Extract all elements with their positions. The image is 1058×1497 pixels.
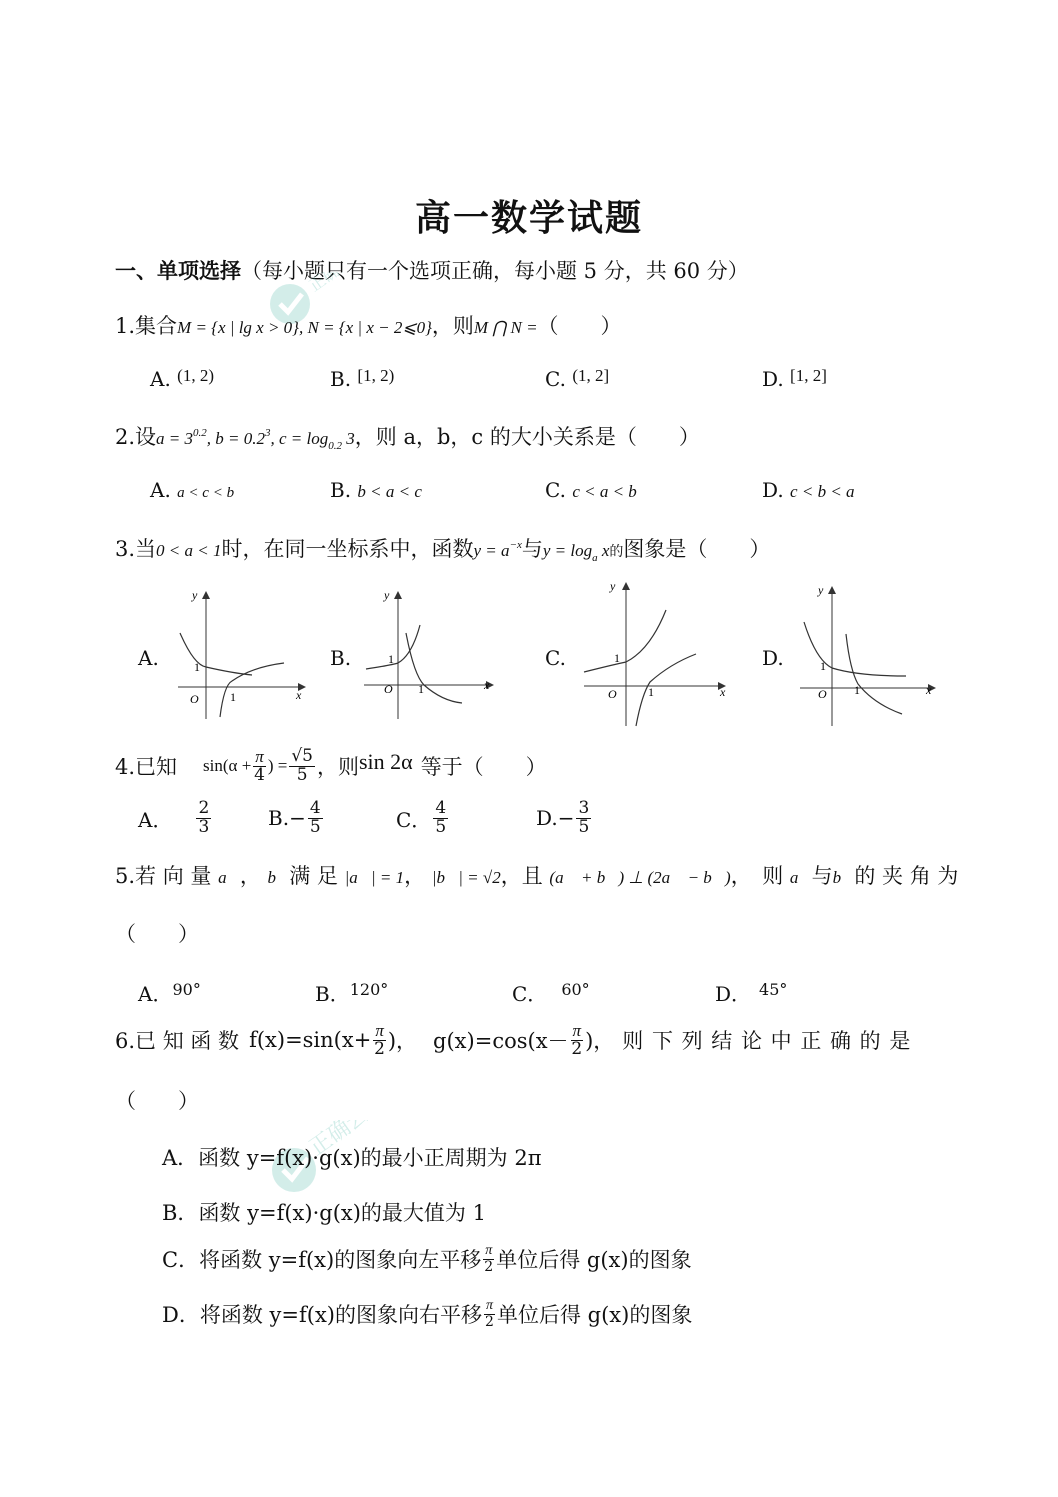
axis-one-x: 1 (648, 685, 654, 699)
q2-option-d[interactable] (762, 478, 855, 502)
axis-origin-label: O (608, 687, 617, 701)
option-value: a < c < b (177, 485, 235, 501)
q2-suffix: ，则 a，b，c 的大小关系是（ ） (354, 425, 700, 449)
q6-option-b[interactable] (162, 1197, 486, 1227)
option-sign: − (289, 806, 306, 831)
q4-four: 4 (254, 764, 265, 785)
axis-origin-label: O (818, 687, 827, 701)
question-3 (115, 533, 770, 564)
option-text-b: 单位后得 g(x)的图象 (497, 1303, 693, 1328)
question-1 (115, 310, 622, 340)
q3-de: 的 (609, 544, 624, 560)
q5-vec-a: a⃗ (218, 868, 240, 887)
option-sign: − (557, 806, 575, 831)
frac-pi: π (485, 1243, 493, 1258)
option-value: [1, 2] (790, 366, 827, 385)
frac-two: 2 (484, 1258, 494, 1275)
q6-option-c[interactable] (162, 1244, 692, 1274)
frac-two: 2 (485, 1313, 494, 1330)
option-label: A. (150, 478, 171, 502)
q1-paren: （ ） (537, 314, 622, 338)
axis-one-y: 1 (388, 652, 394, 666)
q1-option-d[interactable] (762, 367, 827, 391)
q1-option-a[interactable] (150, 367, 214, 391)
option-label: D． (162, 1303, 200, 1328)
q5-comma: ， (239, 864, 261, 888)
option-text: 函数 y=f(x)·g(x)的最大值为 1 (198, 1201, 486, 1225)
q5-tail1: ， 则 (730, 864, 784, 888)
option-den: 5 (435, 816, 447, 837)
axis-one-x: 1 (418, 682, 424, 696)
axis-one-y: 1 (820, 659, 826, 673)
q6-suffix: 则 下 列 结 论 中 正 确 的 是 (622, 1029, 912, 1054)
q4-rhs: ) = (267, 756, 288, 776)
option-frac (433, 800, 448, 837)
option-value: [1, 2) (357, 366, 395, 385)
option-label: B． (162, 1201, 199, 1225)
q4-lhs: sin(α + (203, 756, 252, 776)
q5-qie: ，且 (500, 864, 543, 888)
q5-option-b[interactable] (315, 978, 388, 1007)
axis-x-label: x (484, 678, 490, 692)
option-frac (484, 1299, 495, 1329)
q2-math-c2: 3 (342, 429, 355, 448)
q4-option-d[interactable] (536, 800, 593, 837)
option-value: 60° (561, 980, 590, 999)
q1-math2: M ⋂ N = (473, 318, 538, 337)
option-text-a: 将函数 y=f(x)的图象向左平移 (199, 1248, 482, 1273)
q3-f1: y = a (473, 541, 510, 560)
q1-option-b[interactable] (330, 367, 394, 391)
q6-close: )， (387, 1029, 418, 1054)
q4-option-a[interactable] (138, 800, 213, 837)
q4-prefix: 4.已知 (115, 755, 178, 780)
option-value: c < a < b (572, 482, 637, 501)
q2-sup-b: 3 (265, 427, 271, 439)
q6-frac-f (373, 1022, 386, 1059)
q6-two: 2 (374, 1038, 385, 1059)
q5-vec-a-2: a⃗ (789, 868, 812, 887)
q5-option-c[interactable] (512, 978, 590, 1007)
q5-vec-b-2: b⃗ (832, 868, 855, 887)
axis-y-label: y (384, 588, 390, 602)
option-label: D. (536, 806, 558, 831)
q3-graph-d[interactable] (798, 580, 943, 730)
axis-y-label: y (610, 579, 616, 593)
q4-frac-pi4 (253, 748, 266, 785)
option-label: D. (762, 367, 784, 391)
option-text-a: 将函数 y=f(x)的图象向右平移 (199, 1303, 482, 1328)
q5-option-d[interactable] (715, 978, 787, 1007)
q5-cond1: |a⃗| = 1 (344, 868, 405, 887)
q6-pi: π (375, 1021, 384, 1040)
axis-origin-label: O (190, 692, 199, 706)
q3-graph-b[interactable] (362, 585, 502, 725)
option-label: B. (330, 478, 352, 502)
q3-f2: y = log (542, 541, 593, 560)
q3-suffix: 图象是（ ） (623, 537, 771, 561)
q3-cond: 0 < a < 1 (156, 541, 222, 560)
option-value: 45° (759, 980, 788, 999)
q4-sqrt5: √5 (291, 746, 313, 766)
q3-mid: 时，在同一坐标系中，函数 (221, 537, 474, 561)
option-num: 4 (435, 798, 447, 818)
q6-option-d[interactable] (162, 1299, 692, 1329)
option-label: C． (162, 1248, 200, 1273)
axis-one-y: 1 (194, 660, 200, 674)
option-den: 3 (198, 816, 210, 837)
q6-pi-2: π (572, 1021, 582, 1040)
q2-prefix: 2.设 (115, 425, 157, 449)
q2-option-c[interactable] (545, 478, 637, 502)
q1-suffix: ，则 (431, 314, 474, 338)
q2-sub-c: 0.2 (328, 440, 343, 453)
q2-math-a: a = 3 (156, 429, 194, 448)
q4-target: sin 2α (358, 749, 413, 775)
option-label: C． (512, 982, 548, 1006)
option-label: A. (150, 367, 171, 391)
axis-one-x: 1 (230, 690, 236, 704)
q5-vec-b: b⃗ (267, 868, 290, 887)
q4-option-b[interactable] (268, 800, 325, 837)
axis-x-label: x (296, 688, 302, 702)
q3-graph-a[interactable] (172, 585, 312, 725)
option-num: 2 (198, 798, 210, 818)
q4-frac-sqrt5 (289, 748, 315, 785)
q5-cond3: (a⃗ + b⃗) ⊥ (2a⃗ − b⃗) (549, 868, 731, 887)
q3-f1-sup: −x (509, 539, 522, 551)
option-frac (196, 800, 211, 837)
axis-origin-label: O (384, 682, 393, 696)
svg-text:正确云: 正确云 (304, 1120, 368, 1161)
q5-comma-2: ， (404, 864, 426, 888)
q1-math: M = {x | lg x > 0}, N = {x | x − 2⩽0} (177, 318, 432, 337)
q5-yu: 与 (811, 864, 833, 888)
q5-mz: 满 足 (289, 864, 338, 888)
q3-graph-c[interactable] (580, 576, 730, 731)
option-value: (1, 2] (572, 366, 610, 385)
axis-one-x: 1 (854, 683, 860, 697)
q2-option-b[interactable] (330, 478, 422, 502)
option-value: c < b < a (790, 482, 855, 501)
q2-math-c: , c = log (270, 429, 329, 448)
axis-y-label: y (192, 588, 198, 602)
option-label: B． (315, 982, 350, 1006)
section-heading-label: 一、单项选择 (115, 258, 241, 283)
q1-option-c[interactable] (545, 367, 609, 391)
q3-f2-sub: a (592, 552, 598, 565)
option-label: B. (268, 806, 290, 831)
option-label: A． (138, 982, 173, 1006)
section-heading (115, 255, 749, 285)
q6-f: f(x)=sin(x+ (249, 1028, 372, 1053)
q3-f2b: x (597, 541, 610, 560)
axis-x-label: x (926, 683, 932, 697)
option-value: b < a < c (357, 482, 422, 501)
q5-option-a[interactable] (138, 978, 201, 1007)
q6-g: g(x)=cos(x－ (433, 1029, 569, 1054)
q2-math-b: , b = 0.2 (206, 429, 266, 448)
question-4 (115, 748, 547, 785)
q1-prefix: 1.集合 (115, 314, 178, 338)
q5-cond2: |b⃗| = √2 (431, 868, 501, 887)
question-6 (115, 1022, 911, 1059)
q3-yu: 与 (521, 537, 543, 561)
q3-option-c-label[interactable]: C. (545, 646, 566, 670)
option-value: (1, 2) (177, 366, 214, 385)
axis-one-y: 1 (614, 651, 620, 665)
q6-paren: （ ） (115, 1089, 199, 1113)
q2-option-a[interactable] (150, 478, 234, 502)
option-label: D. (762, 478, 784, 502)
option-num: 4 (309, 798, 321, 818)
axis-x-label: x (720, 685, 726, 699)
option-label: C. (545, 478, 566, 502)
frac-pi: π (485, 1298, 493, 1313)
svg-text:正确云: 正确云 (306, 272, 348, 296)
option-frac (483, 1244, 494, 1274)
option-label: D． (715, 982, 752, 1006)
option-label: C． (396, 807, 432, 832)
option-value: 90° (172, 980, 201, 999)
q4-suffix: 等于（ ） (420, 755, 547, 780)
question-5 (115, 860, 958, 890)
option-value: 120° (349, 980, 389, 999)
option-text-b: 单位后得 g(x)的图象 (496, 1248, 692, 1273)
q6-close-2: )， (585, 1029, 615, 1054)
q6-two-2: 2 (571, 1038, 583, 1059)
option-num: 3 (578, 798, 590, 818)
option-label: B. (330, 367, 352, 391)
option-label: C. (545, 367, 566, 391)
q5-prefix: 5.若 向 量 (115, 864, 212, 888)
q3-option-d-label[interactable]: D. (762, 646, 784, 670)
q6-frac-g (571, 1022, 584, 1059)
q5-paren: （ ） (115, 922, 199, 946)
option-den: 5 (309, 816, 321, 837)
q4-option-c[interactable] (396, 800, 450, 837)
q4-five: 5 (296, 764, 308, 785)
section-note: （每小题只有一个选项正确，每小题 5 分，共 60 分） (241, 259, 749, 283)
q5-tail2: 的 夹 角 为 (854, 864, 959, 888)
option-frac (308, 800, 323, 837)
axis-y-label: y (818, 583, 824, 597)
q6-option-a[interactable] (162, 1142, 542, 1172)
option-label: A． (162, 1146, 199, 1170)
page-title: 高一数学试题 (414, 197, 643, 239)
q4-pi: π (255, 747, 264, 766)
q6-prefix: 6.已 知 函 数 (115, 1029, 240, 1054)
option-text: 函数 y=f(x)·g(x)的最小正周期为 2π (198, 1146, 542, 1170)
option-label: A． (138, 807, 173, 832)
question-2 (115, 421, 700, 452)
q3-option-a-label[interactable]: A. (138, 646, 159, 670)
option-den: 5 (578, 816, 590, 837)
q3-prefix: 3.当 (115, 537, 157, 561)
q4-mid: ，则 (316, 755, 359, 780)
q3-option-b-label[interactable]: B. (330, 646, 352, 670)
option-frac (576, 800, 591, 837)
q2-sup-a: 0.2 (193, 427, 207, 439)
